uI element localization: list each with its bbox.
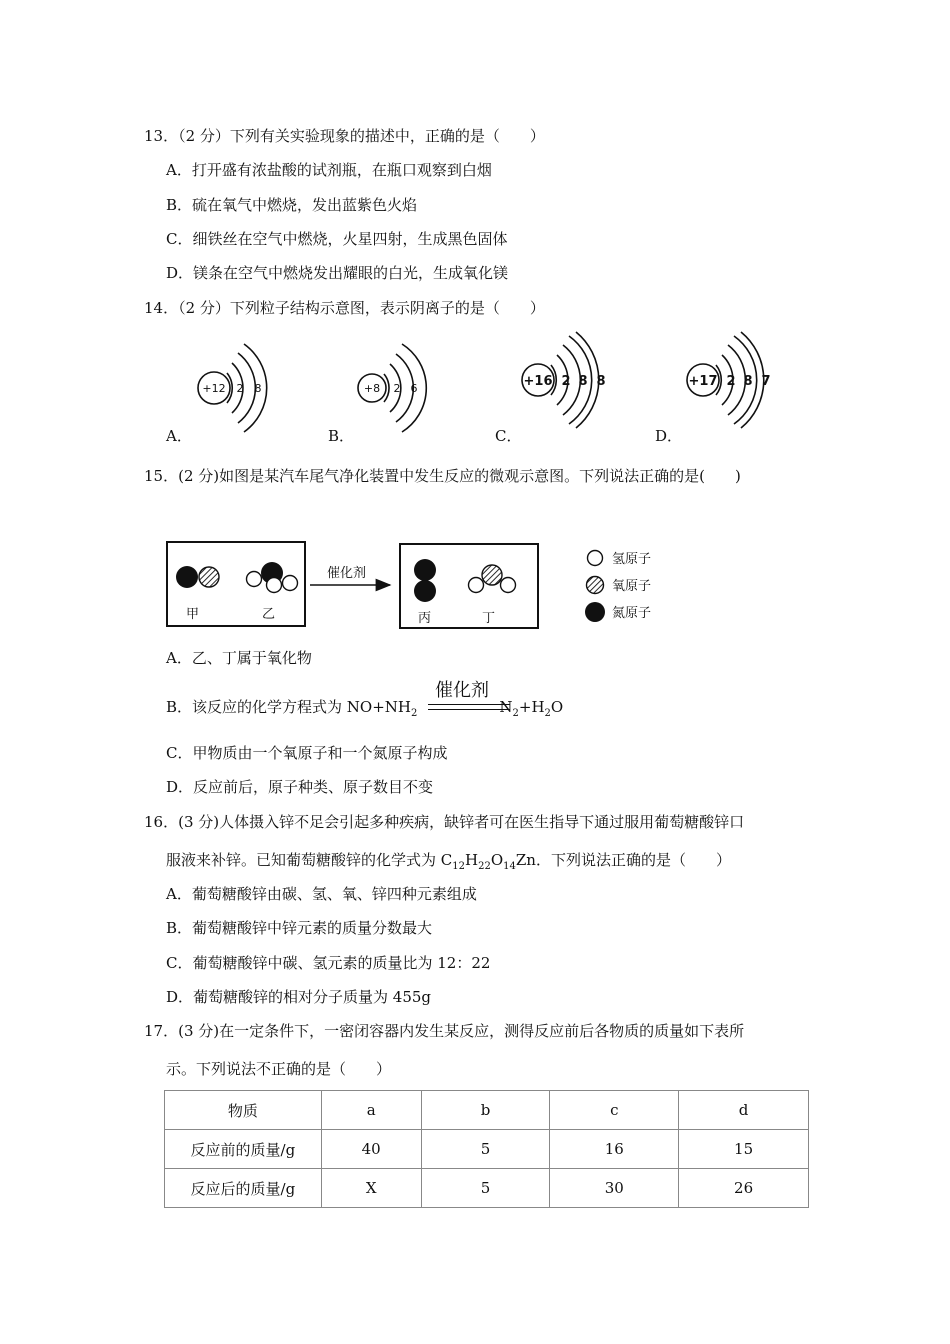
nucleus-c: +16: [523, 374, 553, 389]
svg-text:7: 7: [761, 374, 771, 389]
svg-text:8: 8: [596, 374, 606, 389]
q14-label-a: A．: [166, 427, 192, 445]
table-cell: 40: [321, 1130, 421, 1169]
label-yi: 乙: [262, 607, 276, 622]
legend-hydrogen: 氢原子: [612, 552, 652, 567]
q13-option-d: D．镁条在空气中燃烧发出耀眼的白光，生成氧化镁: [166, 264, 509, 282]
q16-option-d: D．葡萄糖酸锌的相对分子质量为 455g: [166, 988, 432, 1006]
table-cell: 30: [550, 1169, 679, 1208]
table-cell: 5: [421, 1130, 550, 1169]
q13-option-b: B．硫在氧气中燃烧，发出蓝紫色火焰: [166, 196, 418, 214]
nucleus-a: +12: [202, 382, 226, 395]
q16-stem-line2: 服液来补锌。已知葡萄糖酸锌的化学式为 $C_{12}H_{22}O_{14}Zn$．下列说法正确的是（ ）: [166, 851, 731, 872]
table-header: c: [550, 1091, 679, 1130]
table-row: [165, 1130, 809, 1169]
legend-nitrogen: 氮原子: [612, 606, 652, 621]
nucleus-d: +17: [688, 374, 718, 389]
q15-option-b: B．该反应的化学方程式为 $NO+NH_2$ $N_2+H_2O$: [166, 698, 564, 719]
svg-text:6: 6: [410, 382, 418, 395]
nucleus-b: +8: [363, 382, 381, 395]
table-header: 物质: [165, 1091, 322, 1130]
table-header: b: [421, 1091, 550, 1130]
table-header-row: [165, 1091, 809, 1130]
svg-text:8: 8: [254, 382, 262, 395]
q13-option-a: A．打开盛有浓盐酸的试剂瓶，在瓶口观察到白烟: [166, 161, 492, 179]
equation-equals-sign: [428, 704, 510, 710]
q15-option-a: A．乙、丁属于氧化物: [166, 649, 312, 667]
table-cell: 5: [421, 1169, 550, 1208]
table-cell: 反应前的质量/g: [165, 1130, 322, 1169]
catalyst-label: 催化剂: [327, 566, 367, 581]
svg-text:2: 2: [393, 382, 401, 395]
q15-reaction-diagram: [0, 530, 950, 640]
q13-option-c: C．细铁丝在空气中燃烧，火星四射，生成黑色固体: [166, 230, 508, 248]
label-bing: 丙: [418, 611, 432, 626]
q15-stem: 15．(2 分)如图是某汽车尾气净化装置中发生反应的微观示意图。下列说法正确的是( ): [144, 467, 741, 485]
q15-option-d: D．反应前后，原子种类、原子数目不变: [166, 778, 434, 796]
q14-label-d: D．: [655, 427, 683, 445]
q16-option-a: A．葡萄糖酸锌由碳、氢、氧、锌四种元素组成: [166, 885, 477, 903]
table-cell: 26: [679, 1169, 809, 1208]
svg-text:8: 8: [743, 374, 753, 389]
svg-text:8: 8: [578, 374, 588, 389]
q17-stem-line1: 17．(3 分)在一定条件下，一密闭容器内发生某反应，测得反应前后各物质的质量如下表所: [144, 1022, 745, 1040]
q17-stem-line2: 示。下列说法不正确的是（ ）: [166, 1060, 392, 1078]
table-header: a: [321, 1091, 421, 1130]
table-row: [165, 1169, 809, 1208]
q14-label-c: C．: [495, 427, 522, 445]
svg-text:2: 2: [726, 374, 736, 389]
q14-stem: 14．（2 分）下列粒子结构示意图，表示阴离子的是（ ）: [144, 299, 545, 317]
equation-catalyst: 催化剂: [435, 680, 489, 701]
legend: [585, 551, 651, 623]
table-header: d: [679, 1091, 809, 1130]
q15-option-c: C．甲物质由一个氧原子和一个氮原子构成: [166, 744, 448, 762]
table-cell: 反应后的质量/g: [165, 1169, 322, 1208]
q16-option-b: B．葡萄糖酸锌中锌元素的质量分数最大: [166, 919, 433, 937]
q16-option-c: C．葡萄糖酸锌中碳、氢元素的质量比为 12：22: [166, 954, 491, 972]
q16-stem-line1: 16．(3 分)人体摄入锌不足会引起多种疾病，缺锌者可在医生指导下通过服用葡萄糖酸锌口: [144, 813, 745, 831]
q13-stem: 13．（2 分）下列有关实验现象的描述中，正确的是（ ）: [144, 127, 545, 145]
q14-label-b: B．: [328, 427, 355, 445]
table-cell: X: [321, 1169, 421, 1208]
q14-atom-diagrams: [0, 330, 950, 450]
table-cell: 16: [550, 1130, 679, 1169]
svg-text:2: 2: [236, 382, 244, 395]
legend-oxygen: 氧原子: [612, 579, 652, 594]
svg-text:2: 2: [561, 374, 571, 389]
mass-table: [164, 1090, 809, 1208]
label-jia: 甲: [186, 607, 200, 622]
table-cell: 15: [679, 1130, 809, 1169]
label-ding: 丁: [482, 611, 496, 626]
